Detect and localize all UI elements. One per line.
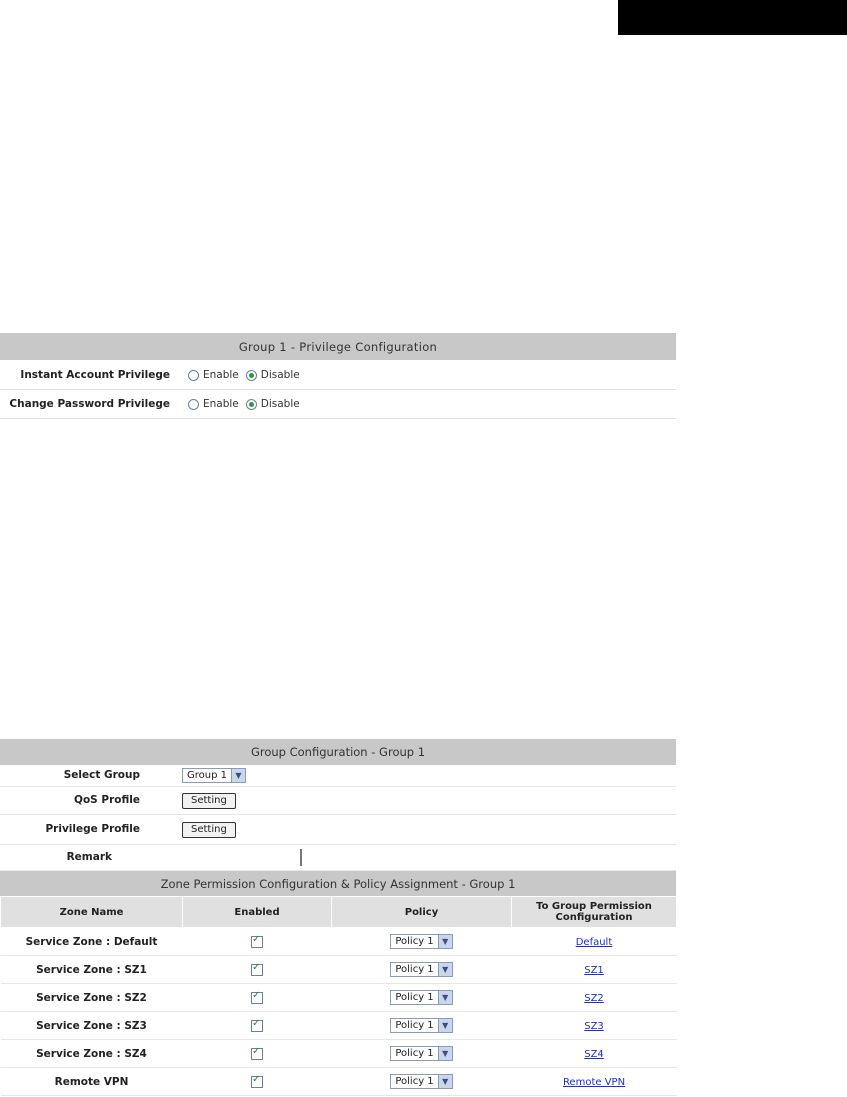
group-permission-header: To Group Permission Configuration <box>512 897 677 928</box>
chevron-down-icon: ▼ <box>438 1047 452 1060</box>
privilege-config-panel <box>0 333 676 419</box>
zone-table-header-row <box>1 897 677 928</box>
table-row <box>1 928 677 956</box>
select-group-label: Select Group <box>63 769 140 781</box>
qos-setting-button[interactable]: Setting <box>182 793 236 809</box>
change-password-privilege-label: Change Password Privilege <box>9 398 170 410</box>
chevron-down-icon: ▼ <box>438 991 452 1004</box>
zone-permission-table <box>0 896 677 1096</box>
change-password-enable-radio[interactable] <box>188 399 199 410</box>
qos-profile-label: QoS Profile <box>74 794 140 806</box>
policy-dropdown[interactable] <box>390 1046 452 1061</box>
zone-name-cell: Service Zone : SZ4 <box>1 1040 183 1068</box>
zone-name-cell: Service Zone : SZ1 <box>1 956 183 984</box>
table-row <box>1 1040 677 1068</box>
qos-profile-row <box>0 787 676 815</box>
table-row <box>1 984 677 1012</box>
privilege-profile-label: Privilege Profile <box>45 823 140 835</box>
select-group-row <box>0 765 676 787</box>
table-row <box>1 956 677 984</box>
instant-account-radio-group <box>188 361 303 389</box>
instant-account-privilege-label: Instant Account Privilege <box>20 369 170 381</box>
enabled-checkbox[interactable] <box>251 936 263 948</box>
policy-dropdown[interactable] <box>390 962 452 977</box>
chevron-down-icon: ▼ <box>438 935 452 948</box>
group-permission-link[interactable]: Remote VPN <box>562 1076 626 1088</box>
policy-header: Policy <box>332 897 512 928</box>
zone-name-cell: Service Zone : Default <box>1 928 183 956</box>
remark-label: Remark <box>66 851 112 863</box>
table-row <box>1 1068 677 1096</box>
group-permission-link[interactable]: SZ2 <box>584 992 604 1004</box>
policy-value: Policy 1 <box>395 964 434 975</box>
enabled-checkbox[interactable] <box>251 1020 263 1032</box>
group-config-title: Group Configuration - Group 1 <box>0 739 676 765</box>
instant-account-disable-label: Disable <box>260 369 300 381</box>
zone-name-cell: Service Zone : SZ2 <box>1 984 183 1012</box>
group-config-panel <box>0 739 676 1096</box>
remark-input[interactable] <box>300 849 302 866</box>
remark-row <box>0 845 676 871</box>
zone-permission-title: Zone Permission Configuration & Policy Assignment - Group 1 <box>0 871 676 896</box>
policy-dropdown[interactable] <box>390 934 452 949</box>
policy-value: Policy 1 <box>395 936 434 947</box>
zone-name-cell: Service Zone : SZ3 <box>1 1012 183 1040</box>
change-password-enable-label: Enable <box>203 398 239 410</box>
enabled-checkbox[interactable] <box>251 992 263 1004</box>
change-password-disable-radio[interactable] <box>246 399 257 410</box>
instant-account-privilege-row <box>0 361 676 390</box>
select-group-value: Group 1 <box>187 770 227 781</box>
instant-account-enable-label: Enable <box>203 369 239 381</box>
zone-name-header: Zone Name <box>1 897 183 928</box>
privilege-setting-button[interactable]: Setting <box>182 822 236 838</box>
policy-value: Policy 1 <box>395 1076 434 1087</box>
policy-dropdown[interactable] <box>390 1018 452 1033</box>
header-black-block <box>618 0 847 35</box>
privilege-panel-title: Group 1 - Privilege Configuration <box>0 333 676 360</box>
change-password-privilege-row <box>0 390 676 419</box>
group-permission-link[interactable]: SZ4 <box>584 1048 604 1060</box>
policy-value: Policy 1 <box>395 1048 434 1059</box>
chevron-down-icon: ▼ <box>438 963 452 976</box>
privilege-profile-row <box>0 815 676 845</box>
instant-account-enable-radio[interactable] <box>188 370 199 381</box>
group-permission-link[interactable]: Default <box>575 936 613 948</box>
zone-name-cell: Remote VPN <box>1 1068 183 1096</box>
table-row <box>1 1012 677 1040</box>
enabled-checkbox[interactable] <box>251 1076 263 1088</box>
chevron-down-icon: ▼ <box>438 1019 452 1032</box>
group-permission-link[interactable]: SZ1 <box>584 964 604 976</box>
policy-value: Policy 1 <box>395 992 434 1003</box>
change-password-disable-label: Disable <box>260 398 300 410</box>
change-password-radio-group <box>188 390 303 418</box>
select-group-dropdown[interactable] <box>182 768 246 783</box>
enabled-header: Enabled <box>183 897 332 928</box>
group-permission-link[interactable]: SZ3 <box>584 1020 604 1032</box>
instant-account-disable-radio[interactable] <box>246 370 257 381</box>
enabled-checkbox[interactable] <box>251 964 263 976</box>
policy-dropdown[interactable] <box>390 1074 452 1089</box>
policy-value: Policy 1 <box>395 1020 434 1031</box>
policy-dropdown[interactable] <box>390 990 452 1005</box>
chevron-down-icon: ▼ <box>231 769 245 782</box>
enabled-checkbox[interactable] <box>251 1048 263 1060</box>
chevron-down-icon: ▼ <box>438 1075 452 1088</box>
